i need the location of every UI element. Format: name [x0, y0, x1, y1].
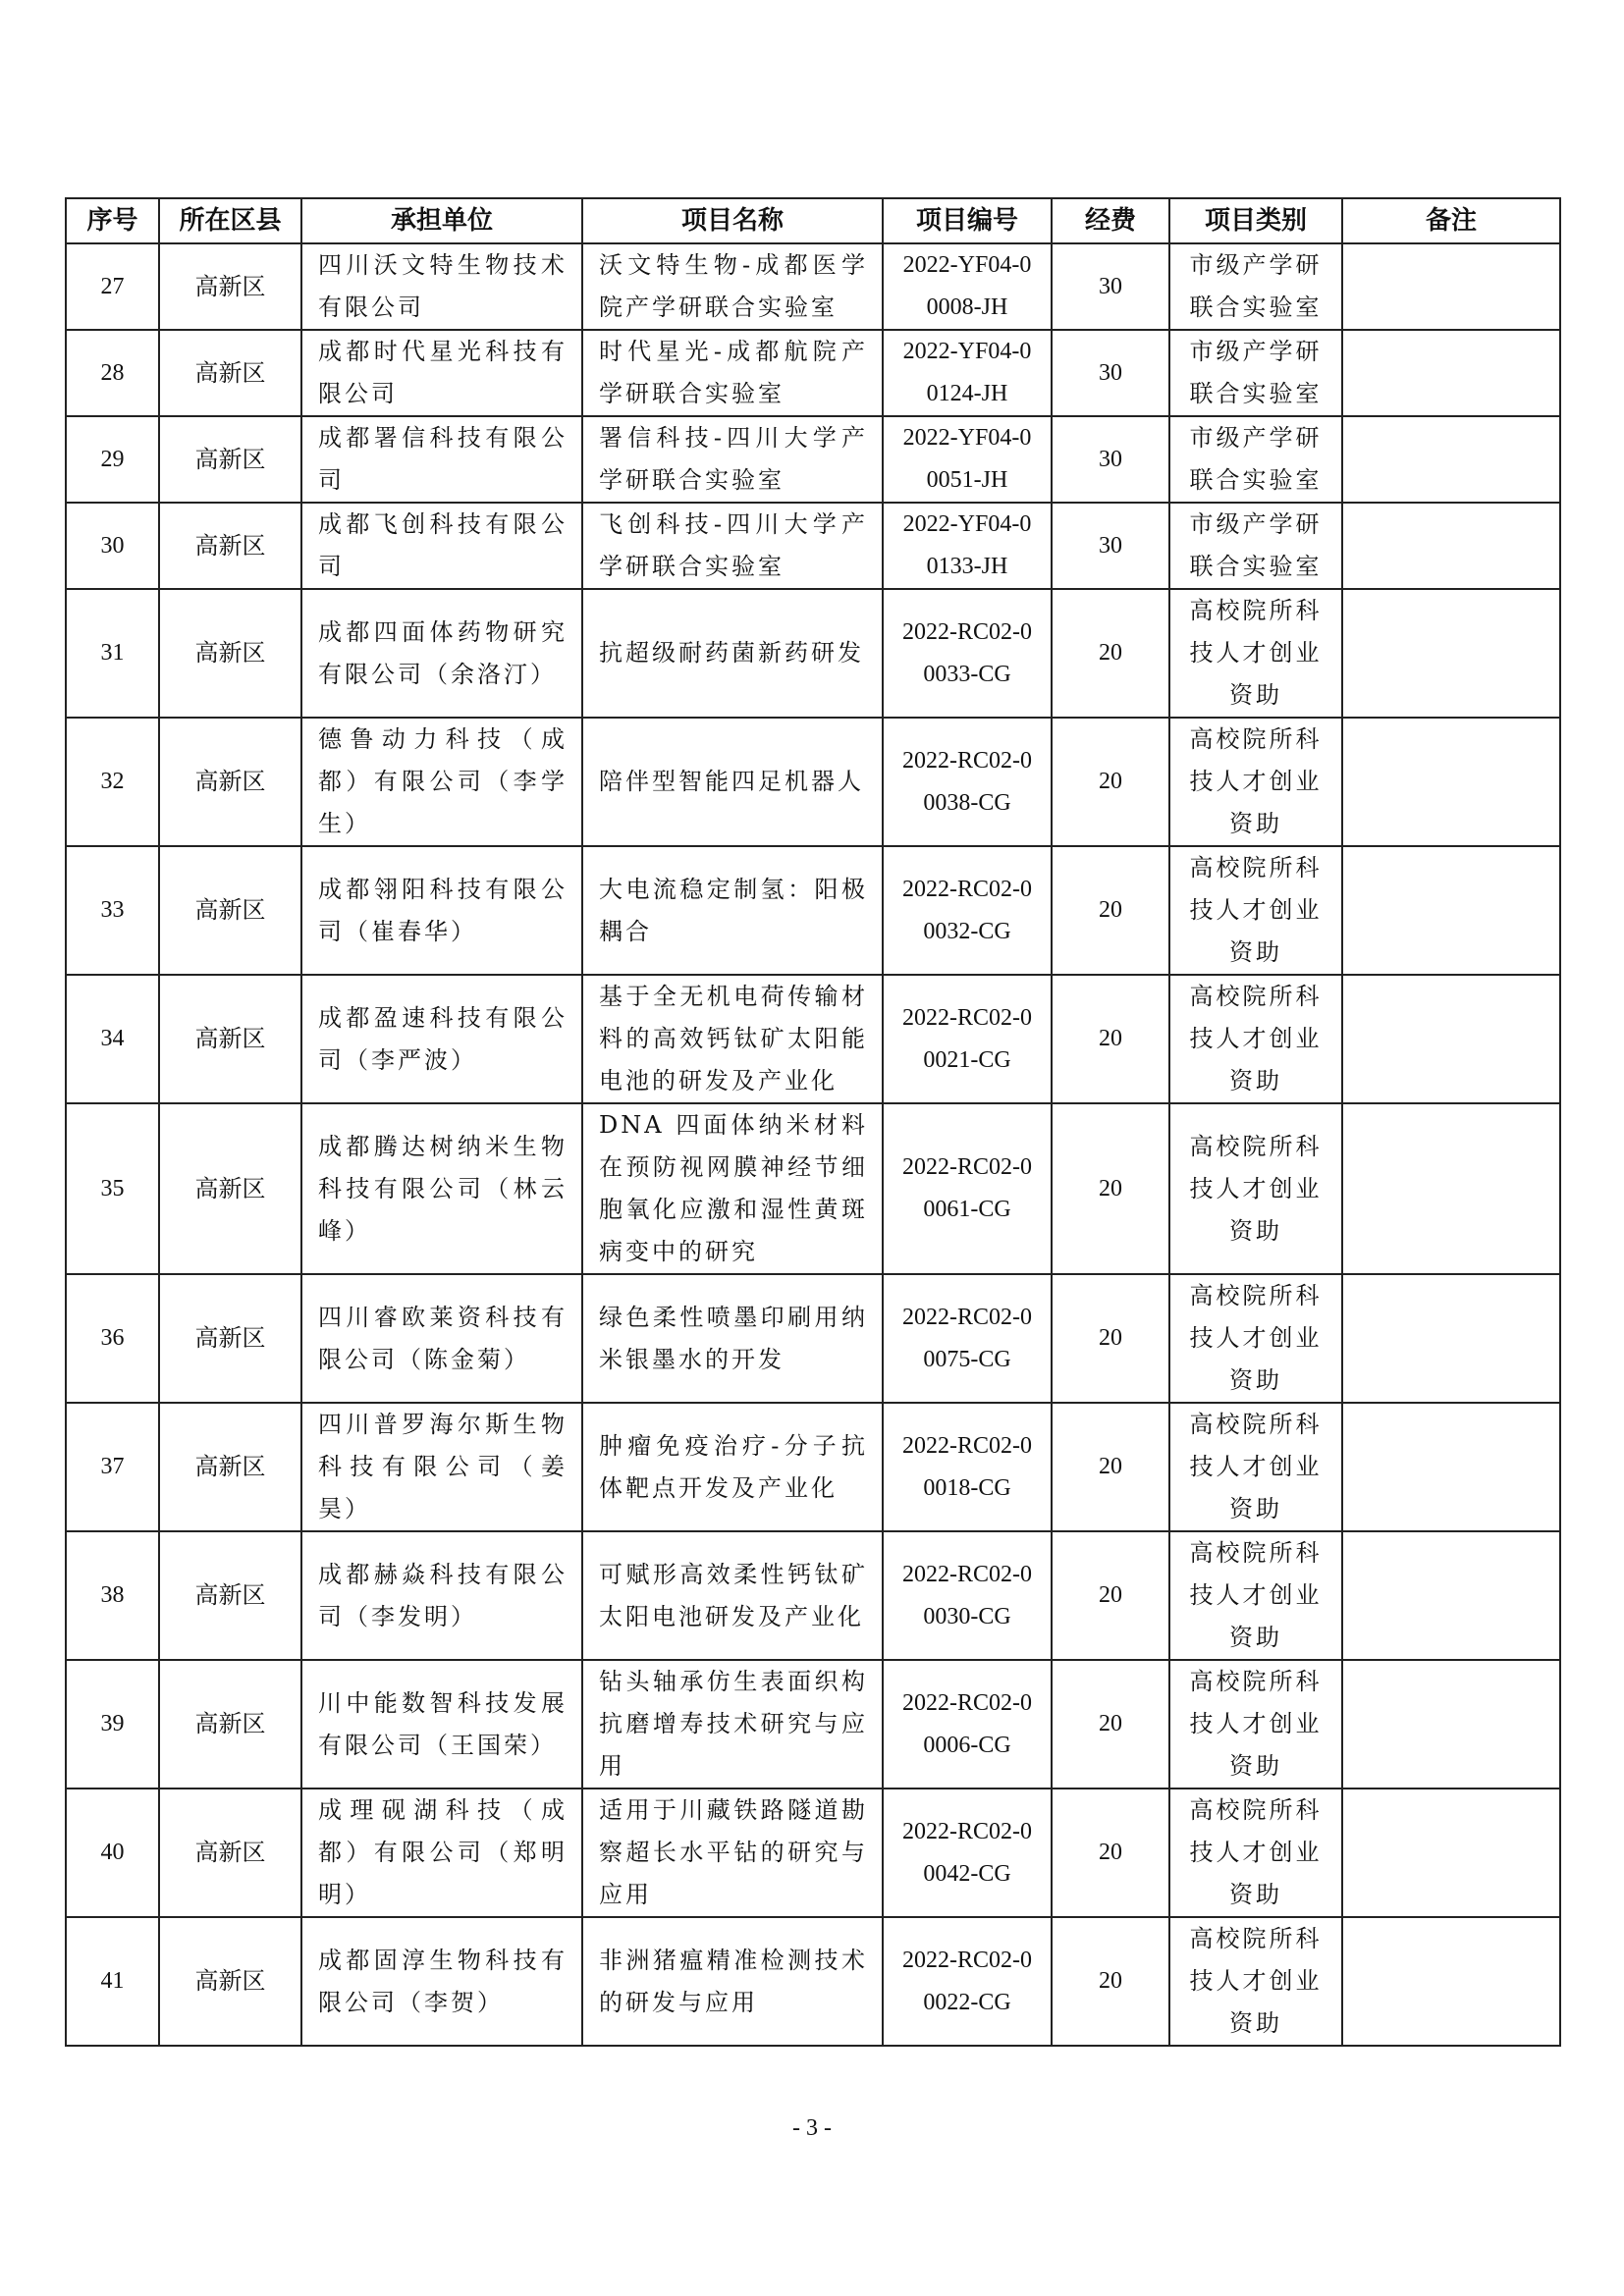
row-fee: 30	[1052, 243, 1169, 330]
row-no: 31	[66, 589, 159, 718]
row-fee: 20	[1052, 589, 1169, 718]
row-district: 高新区	[159, 243, 301, 330]
row-unit: 成都腾达树纳米生物科技有限公司（林云峰）	[301, 1103, 582, 1274]
row-project-name: 绿色柔性喷墨印刷用纳米银墨水的开发	[582, 1274, 883, 1403]
row-project-code: 2022-RC02-00006-CG	[883, 1660, 1052, 1789]
row-unit: 成都盈速科技有限公司（李严波）	[301, 975, 582, 1103]
row-category: 市级产学研联合实验室	[1169, 330, 1342, 416]
row-project-name: 大电流稳定制氢：阳极耦合	[582, 846, 883, 975]
row-note	[1342, 1917, 1560, 2046]
table-row	[66, 846, 1560, 975]
table-row	[66, 975, 1560, 1103]
header-unit: 承担单位	[301, 198, 582, 243]
row-no: 32	[66, 718, 159, 846]
row-project-name: 署信科技-四川大学产学研联合实验室	[582, 416, 883, 503]
project-table	[65, 197, 1561, 2047]
row-fee: 20	[1052, 1917, 1169, 2046]
row-project-code: 2022-YF04-00124-JH	[883, 330, 1052, 416]
row-category: 高校院所科技人才创业资助	[1169, 1103, 1342, 1274]
row-category: 高校院所科技人才创业资助	[1169, 1660, 1342, 1789]
row-district: 高新区	[159, 1917, 301, 2046]
row-project-code: 2022-YF04-00133-JH	[883, 503, 1052, 589]
row-district: 高新区	[159, 416, 301, 503]
row-category: 高校院所科技人才创业资助	[1169, 1403, 1342, 1531]
row-project-code: 2022-RC02-00042-CG	[883, 1789, 1052, 1917]
row-project-name: DNA 四面体纳米材料在预防视网膜神经节细胞氧化应激和湿性黄斑病变中的研究	[582, 1103, 883, 1274]
row-no: 40	[66, 1789, 159, 1917]
header-project-name: 项目名称	[582, 198, 883, 243]
row-note	[1342, 1660, 1560, 1789]
row-district: 高新区	[159, 330, 301, 416]
header-fee: 经费	[1052, 198, 1169, 243]
row-note	[1342, 846, 1560, 975]
table-row	[66, 416, 1560, 503]
row-project-name: 抗超级耐药菌新药研发	[582, 589, 883, 718]
table-row	[66, 1274, 1560, 1403]
row-fee: 20	[1052, 1403, 1169, 1531]
row-project-code: 2022-RC02-00033-CG	[883, 589, 1052, 718]
row-no: 34	[66, 975, 159, 1103]
row-note	[1342, 718, 1560, 846]
row-fee: 20	[1052, 1274, 1169, 1403]
header-note: 备注	[1342, 198, 1560, 243]
row-district: 高新区	[159, 1531, 301, 1660]
table-row	[66, 1103, 1560, 1274]
row-category: 高校院所科技人才创业资助	[1169, 1917, 1342, 2046]
row-category: 市级产学研联合实验室	[1169, 503, 1342, 589]
table-row	[66, 1660, 1560, 1789]
row-district: 高新区	[159, 1103, 301, 1274]
table-row	[66, 1917, 1560, 2046]
row-district: 高新区	[159, 975, 301, 1103]
row-project-name: 适用于川藏铁路隧道勘察超长水平钻的研究与应用	[582, 1789, 883, 1917]
row-unit: 成都署信科技有限公司	[301, 416, 582, 503]
row-project-name: 非洲猪瘟精准检测技术的研发与应用	[582, 1917, 883, 2046]
table-header-row	[66, 198, 1560, 243]
table-body	[66, 243, 1560, 2046]
row-project-code: 2022-RC02-00022-CG	[883, 1917, 1052, 2046]
row-project-code: 2022-RC02-00032-CG	[883, 846, 1052, 975]
row-unit: 四川睿欧莱资科技有限公司（陈金菊）	[301, 1274, 582, 1403]
row-no: 41	[66, 1917, 159, 2046]
row-no: 39	[66, 1660, 159, 1789]
row-district: 高新区	[159, 1660, 301, 1789]
table-row	[66, 503, 1560, 589]
row-project-name: 飞创科技-四川大学产学研联合实验室	[582, 503, 883, 589]
row-project-code: 2022-YF04-00051-JH	[883, 416, 1052, 503]
row-unit: 成都时代星光科技有限公司	[301, 330, 582, 416]
row-project-code: 2022-RC02-00021-CG	[883, 975, 1052, 1103]
row-note	[1342, 1103, 1560, 1274]
row-no: 36	[66, 1274, 159, 1403]
row-unit: 德鲁动力科技（成都）有限公司（李学生）	[301, 718, 582, 846]
row-no: 33	[66, 846, 159, 975]
header-no: 序号	[66, 198, 159, 243]
row-project-code: 2022-RC02-00030-CG	[883, 1531, 1052, 1660]
row-category: 高校院所科技人才创业资助	[1169, 718, 1342, 846]
row-unit: 成都固淳生物科技有限公司（李贺）	[301, 1917, 582, 2046]
row-note	[1342, 975, 1560, 1103]
row-category: 市级产学研联合实验室	[1169, 416, 1342, 503]
row-note	[1342, 1403, 1560, 1531]
row-note	[1342, 243, 1560, 330]
table-row	[66, 718, 1560, 846]
row-fee: 20	[1052, 846, 1169, 975]
row-fee: 30	[1052, 416, 1169, 503]
row-note	[1342, 1789, 1560, 1917]
row-unit: 成都赫焱科技有限公司（李发明）	[301, 1531, 582, 1660]
table-row	[66, 1403, 1560, 1531]
row-project-name: 基于全无机电荷传输材料的高效钙钛矿太阳能电池的研发及产业化	[582, 975, 883, 1103]
row-category: 高校院所科技人才创业资助	[1169, 589, 1342, 718]
row-fee: 20	[1052, 1531, 1169, 1660]
row-unit: 成都飞创科技有限公司	[301, 503, 582, 589]
table-row	[66, 330, 1560, 416]
row-project-name: 沃文特生物-成都医学院产学研联合实验室	[582, 243, 883, 330]
row-fee: 20	[1052, 1789, 1169, 1917]
table-row	[66, 243, 1560, 330]
row-no: 28	[66, 330, 159, 416]
row-fee: 20	[1052, 975, 1169, 1103]
row-project-name: 可赋形高效柔性钙钛矿太阳电池研发及产业化	[582, 1531, 883, 1660]
row-note	[1342, 503, 1560, 589]
row-category: 高校院所科技人才创业资助	[1169, 1531, 1342, 1660]
row-district: 高新区	[159, 846, 301, 975]
row-fee: 30	[1052, 330, 1169, 416]
row-project-name: 时代星光-成都航院产学研联合实验室	[582, 330, 883, 416]
row-note	[1342, 1274, 1560, 1403]
row-district: 高新区	[159, 589, 301, 718]
row-fee: 20	[1052, 1660, 1169, 1789]
row-district: 高新区	[159, 1403, 301, 1531]
row-note	[1342, 416, 1560, 503]
row-fee: 30	[1052, 503, 1169, 589]
row-note	[1342, 330, 1560, 416]
row-no: 38	[66, 1531, 159, 1660]
table-row	[66, 1531, 1560, 1660]
row-no: 35	[66, 1103, 159, 1274]
row-project-code: 2022-RC02-00061-CG	[883, 1103, 1052, 1274]
row-project-code: 2022-RC02-00018-CG	[883, 1403, 1052, 1531]
row-category: 高校院所科技人才创业资助	[1169, 1274, 1342, 1403]
row-category: 高校院所科技人才创业资助	[1169, 975, 1342, 1103]
row-note	[1342, 1531, 1560, 1660]
row-fee: 20	[1052, 718, 1169, 846]
header-project-code: 项目编号	[883, 198, 1052, 243]
header-category: 项目类别	[1169, 198, 1342, 243]
row-unit: 四川普罗海尔斯生物科技有限公司（姜昊）	[301, 1403, 582, 1531]
page-number: - 3 -	[792, 2115, 832, 2141]
row-no: 27	[66, 243, 159, 330]
table-row	[66, 1789, 1560, 1917]
row-category: 高校院所科技人才创业资助	[1169, 1789, 1342, 1917]
row-unit: 成都四面体药物研究有限公司（余洛汀）	[301, 589, 582, 718]
row-project-name: 肿瘤免疫治疗-分子抗体靶点开发及产业化	[582, 1403, 883, 1531]
row-unit: 四川沃文特生物技术有限公司	[301, 243, 582, 330]
row-project-name: 钻头轴承仿生表面织构抗磨增寿技术研究与应用	[582, 1660, 883, 1789]
row-unit: 川中能数智科技发展有限公司（王国荣）	[301, 1660, 582, 1789]
row-project-name: 陪伴型智能四足机器人	[582, 718, 883, 846]
row-fee: 20	[1052, 1103, 1169, 1274]
row-category: 高校院所科技人才创业资助	[1169, 846, 1342, 975]
row-project-code: 2022-RC02-00075-CG	[883, 1274, 1052, 1403]
row-no: 30	[66, 503, 159, 589]
row-district: 高新区	[159, 1274, 301, 1403]
row-unit: 成都翎阳科技有限公司（崔春华）	[301, 846, 582, 975]
row-no: 37	[66, 1403, 159, 1531]
row-note	[1342, 589, 1560, 718]
row-project-code: 2022-YF04-00008-JH	[883, 243, 1052, 330]
row-unit: 成理砚湖科技（成都）有限公司（郑明明）	[301, 1789, 582, 1917]
row-no: 29	[66, 416, 159, 503]
row-district: 高新区	[159, 503, 301, 589]
table-row	[66, 589, 1560, 718]
header-district: 所在区县	[159, 198, 301, 243]
row-district: 高新区	[159, 1789, 301, 1917]
row-district: 高新区	[159, 718, 301, 846]
row-project-code: 2022-RC02-00038-CG	[883, 718, 1052, 846]
row-category: 市级产学研联合实验室	[1169, 243, 1342, 330]
